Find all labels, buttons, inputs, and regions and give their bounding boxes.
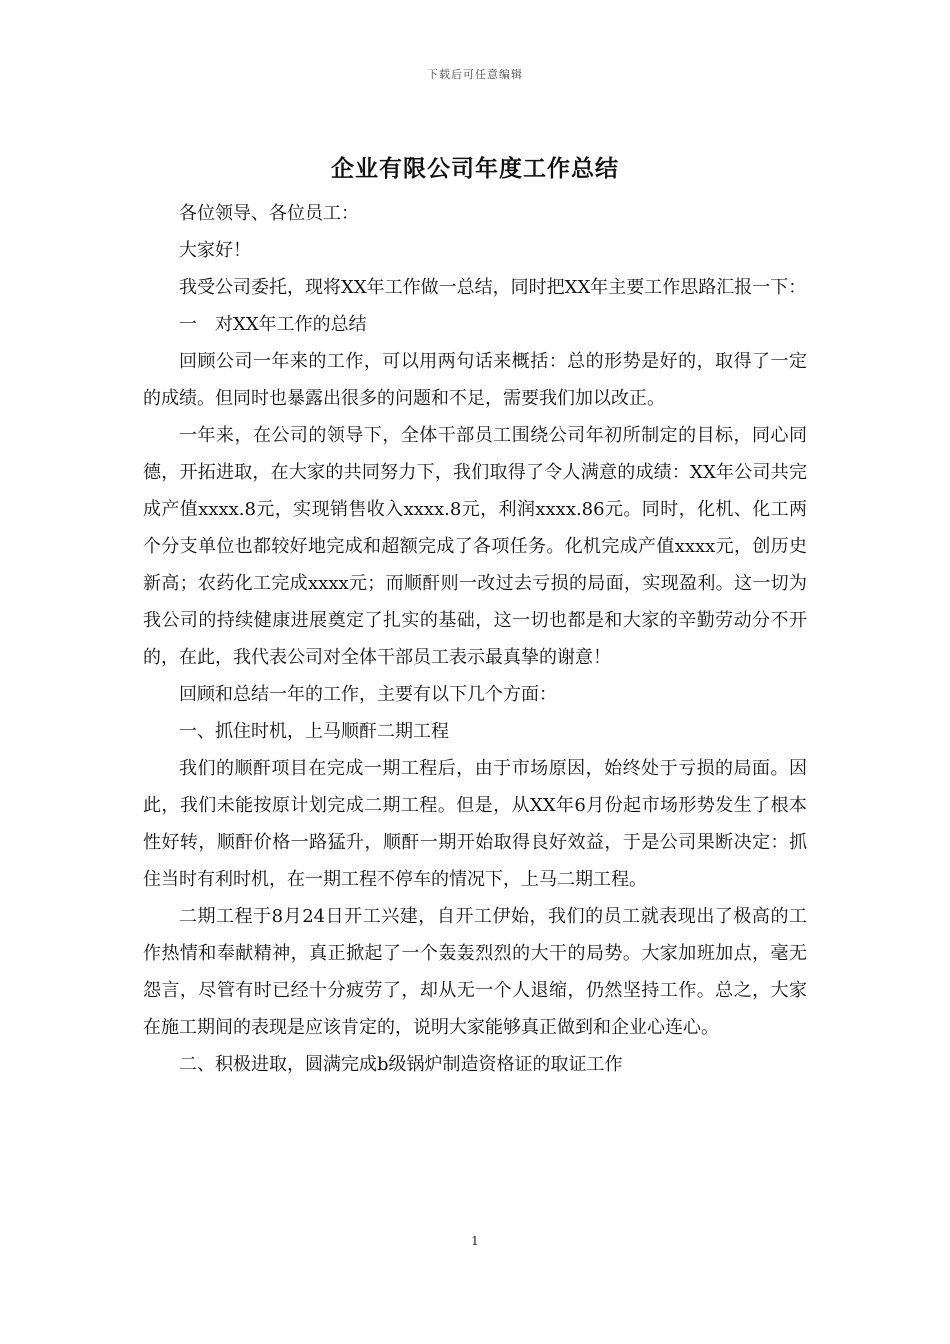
paragraph: 二期工程于8月24日开工兴建，自开工伊始，我们的员工就表现出了极高的工作热情和奉献精神，真正掀起了一个轰轰烈烈的大干的局势。大家加班加点，毫无怨言，尽管有时已经十分疲劳了，却从无一个人退缩，仍然坚持工作。总之，大家在施工期间的表现是应该肯定的，说明大家能够真正做到和企业心连心。 — [143, 906, 807, 1038]
header-note: 下载后可任意编辑 — [427, 68, 523, 81]
subsection-heading: 二、积极进取，圆满完成b级锅炉制造资格证的取证工作 — [179, 1054, 623, 1075]
paragraph-salutation: 各位领导、各位员工： — [179, 203, 359, 224]
document-body — [143, 195, 807, 1083]
paragraph: 我们的顺酐项目在完成一期工程后，由于市场原因，始终处于亏损的局面。因此，我们未能按原计划完成二期工程。但是，从XX年6月份起市场形势发生了根本性好转，顺酐价格一路猛升，顺酐一期开始取得良好效益，于是公司果断决定：抓住当时有利时机，在一期工程不停车的情况下，上马二期工程。 — [143, 758, 807, 890]
section-heading: 一 对XX年工作的总结 — [179, 314, 367, 335]
paragraph-intro: 我受公司委托，现将XX年工作做一总结，同时把XX年主要工作思路汇报一下： — [179, 277, 807, 298]
paragraph: 回顾公司一年来的工作，可以用两句话来概括：总的形势是好的，取得了一定的成绩。但同时也暴露出很多的问题和不足，需要我们加以改正。 — [143, 351, 807, 409]
paragraph: 一年来，在公司的领导下，全体干部员工围绕公司年初所制定的目标，同心同德，开拓进取，在大家的共同努力下，我们取得了令人满意的成绩：XX年公司共完成产值xxxx.8元，实现销售收入xxxx.8元，利润xxxx.86元。同时，化机、化工两个分支单位也都较好地完成和超额完成了各项任务。化机完成产值xxxx元，创历史新高；农药化工完成xxxx元；而顺酐则一改过去亏损的局面，实现盈利。这一切为我公司的持续健康进展奠定了扎实的基础，这一切也都是和大家的辛勤劳动分不开的，在此，我代表公司对全体干部员工表示最真挚的谢意！ — [143, 425, 807, 668]
subsection-heading: 一、抓住时机，上马顺酐二期工程 — [179, 721, 449, 742]
paragraph: 回顾和总结一年的工作，主要有以下几个方面： — [179, 684, 557, 705]
paragraph-greeting: 大家好！ — [179, 240, 251, 261]
document-title: 企业有限公司年度工作总结 — [331, 155, 619, 182]
page-number: 1 — [471, 1234, 479, 1248]
